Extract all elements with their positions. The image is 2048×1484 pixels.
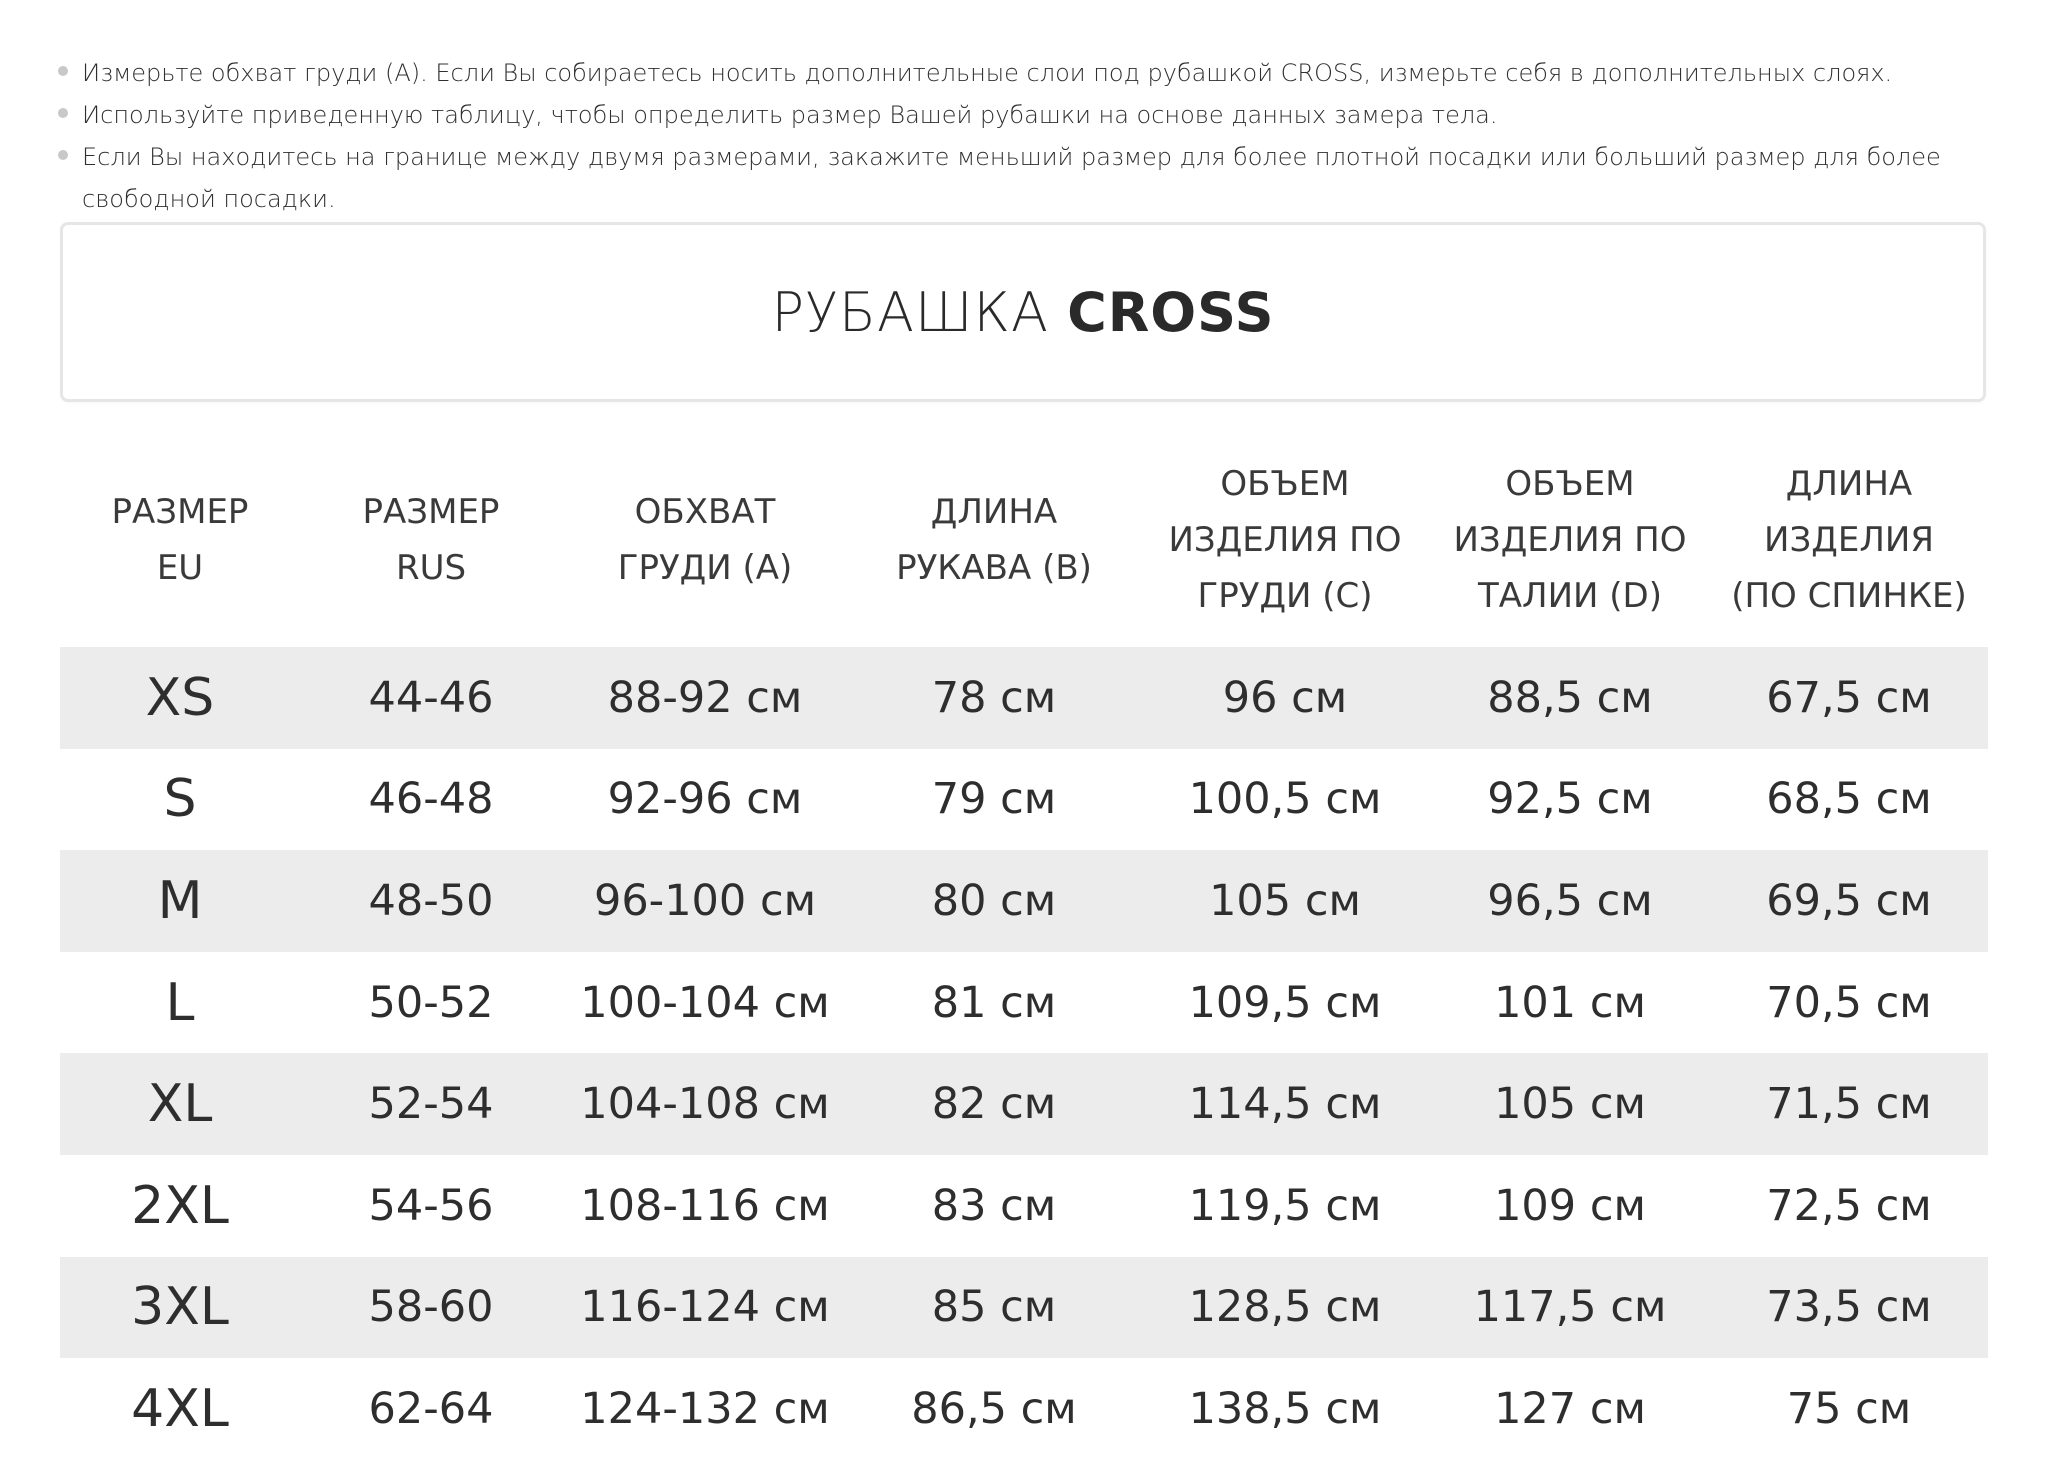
table-row — [60, 1053, 1988, 1155]
table-row — [60, 647, 1988, 749]
size-rus-cell: 50-52 — [300, 952, 562, 1054]
instruction-item — [58, 94, 1998, 136]
chest-volume-cell: 119,5 см — [1140, 1155, 1430, 1257]
chest-volume-cell: 100,5 см — [1140, 749, 1430, 851]
size-eu-cell: 4XL — [60, 1358, 300, 1460]
back-length-cell: 68,5 см — [1710, 749, 1988, 851]
header-line: ГРУДИ (A) — [617, 547, 793, 588]
waist-volume-cell: 109 см — [1430, 1155, 1710, 1257]
table-row — [60, 1358, 1988, 1460]
back-length-cell: 73,5 см — [1710, 1257, 1988, 1359]
bullet-icon — [58, 108, 68, 118]
header-size-rus — [300, 432, 562, 647]
size-rus-cell: 44-46 — [300, 647, 562, 749]
size-eu-cell: S — [60, 749, 300, 851]
header-line: ГРУДИ (C) — [1197, 575, 1373, 616]
size-rus-cell: 46-48 — [300, 749, 562, 851]
back-length-cell: 71,5 см — [1710, 1053, 1988, 1155]
header-row — [60, 432, 1988, 647]
table-header — [60, 432, 1988, 647]
table-row — [60, 1155, 1988, 1257]
waist-volume-cell: 117,5 см — [1430, 1257, 1710, 1359]
header-line: ИЗДЕЛИЯ ПО — [1453, 519, 1687, 560]
size-rus-cell: 62-64 — [300, 1358, 562, 1460]
sleeve-length-cell: 82 см — [848, 1053, 1140, 1155]
header-sleeve-length — [848, 432, 1140, 647]
size-eu-cell: XL — [60, 1053, 300, 1155]
sleeve-length-cell: 78 см — [848, 647, 1140, 749]
sleeve-length-cell: 80 см — [848, 850, 1140, 952]
size-eu-cell: M — [60, 850, 300, 952]
header-line: ИЗДЕЛИЯ ПО — [1168, 519, 1402, 560]
size-eu-cell: L — [60, 952, 300, 1054]
sleeve-length-cell: 79 см — [848, 749, 1140, 851]
waist-volume-cell: 105 см — [1430, 1053, 1710, 1155]
chest-girth-cell: 92-96 см — [562, 749, 848, 851]
bullet-icon — [58, 150, 68, 160]
chest-girth-cell: 88-92 см — [562, 647, 848, 749]
chest-volume-cell: 114,5 см — [1140, 1053, 1430, 1155]
waist-volume-cell: 101 см — [1430, 952, 1710, 1054]
chest-volume-cell: 138,5 см — [1140, 1358, 1430, 1460]
header-line: ОБХВАТ — [634, 491, 776, 532]
header-chest-girth — [562, 432, 848, 647]
header-line: RUS — [395, 547, 467, 588]
table-row — [60, 749, 1988, 851]
header-size-eu — [60, 432, 300, 647]
size-rus-cell: 52-54 — [300, 1053, 562, 1155]
size-rus-cell: 54-56 — [300, 1155, 562, 1257]
header-line: РУКАВА (B) — [896, 547, 1092, 588]
chest-girth-cell: 116-124 см — [562, 1257, 848, 1359]
chest-girth-cell: 108-116 см — [562, 1155, 848, 1257]
header-line: РАЗМЕР — [111, 491, 249, 532]
chest-volume-cell: 96 см — [1140, 647, 1430, 749]
back-length-cell: 72,5 см — [1710, 1155, 1988, 1257]
table-body — [60, 647, 1988, 1460]
chest-volume-cell: 109,5 см — [1140, 952, 1430, 1054]
instruction-item — [58, 52, 1998, 94]
header-waist-volume — [1430, 432, 1710, 647]
size-table — [60, 432, 1988, 1460]
title-brand: CROSS — [1067, 280, 1275, 344]
header-line: ДЛИНА — [1785, 463, 1913, 504]
table-row — [60, 1257, 1988, 1359]
sleeve-length-cell: 85 см — [848, 1257, 1140, 1359]
size-rus-cell: 58-60 — [300, 1257, 562, 1359]
back-length-cell: 69,5 см — [1710, 850, 1988, 952]
table-row — [60, 850, 1988, 952]
size-eu-cell: 2XL — [60, 1155, 300, 1257]
header-line: ДЛИНА — [930, 491, 1058, 532]
waist-volume-cell: 127 см — [1430, 1358, 1710, 1460]
waist-volume-cell: 88,5 см — [1430, 647, 1710, 749]
size-rus-cell: 48-50 — [300, 850, 562, 952]
header-chest-volume — [1140, 432, 1430, 647]
table-row — [60, 952, 1988, 1054]
title-prefix: РУБАШКА — [771, 280, 1049, 344]
header-line: ТАЛИИ (D) — [1478, 575, 1662, 616]
chest-girth-cell: 124-132 см — [562, 1358, 848, 1460]
chest-girth-cell: 104-108 см — [562, 1053, 848, 1155]
chest-girth-cell: 96-100 см — [562, 850, 848, 952]
waist-volume-cell: 92,5 см — [1430, 749, 1710, 851]
bullet-icon — [58, 66, 68, 76]
back-length-cell: 67,5 см — [1710, 647, 1988, 749]
header-line: РАЗМЕР — [362, 491, 500, 532]
instruction-item — [58, 136, 1998, 220]
sleeve-length-cell: 81 см — [848, 952, 1140, 1054]
instruction-text: Если Вы находитесь на границе между двумя размерами, закажите меньший размер для более плотной посадки или больший размер для более свободной посадки. — [82, 143, 1941, 213]
size-eu-cell: XS — [60, 647, 300, 749]
back-length-cell: 70,5 см — [1710, 952, 1988, 1054]
title-box — [60, 222, 1986, 402]
header-line: EU — [156, 547, 204, 588]
sleeve-length-cell: 86,5 см — [848, 1358, 1140, 1460]
header-line: ОБЪЕМ — [1220, 463, 1350, 504]
chest-girth-cell: 100-104 см — [562, 952, 848, 1054]
sleeve-length-cell: 83 см — [848, 1155, 1140, 1257]
instruction-text: Используйте приведенную таблицу, чтобы определить размер Вашей рубашки на основе данных замера тела. — [82, 101, 1498, 129]
waist-volume-cell: 96,5 см — [1430, 850, 1710, 952]
header-back-length — [1710, 432, 1988, 647]
chest-volume-cell: 105 см — [1140, 850, 1430, 952]
chest-volume-cell: 128,5 см — [1140, 1257, 1430, 1359]
page-title — [771, 281, 1274, 344]
instructions-list — [58, 52, 1998, 220]
back-length-cell: 75 см — [1710, 1358, 1988, 1460]
size-eu-cell: 3XL — [60, 1257, 300, 1359]
header-line: ИЗДЕЛИЯ — [1764, 519, 1934, 560]
header-line: (ПО СПИНКЕ) — [1731, 575, 1967, 616]
header-line: ОБЪЕМ — [1505, 463, 1635, 504]
instruction-text: Измерьте обхват груди (A). Если Вы собираетесь носить дополнительные слои под рубашкой CROSS, измерьте себя в дополнительных слоях. — [82, 59, 1893, 87]
